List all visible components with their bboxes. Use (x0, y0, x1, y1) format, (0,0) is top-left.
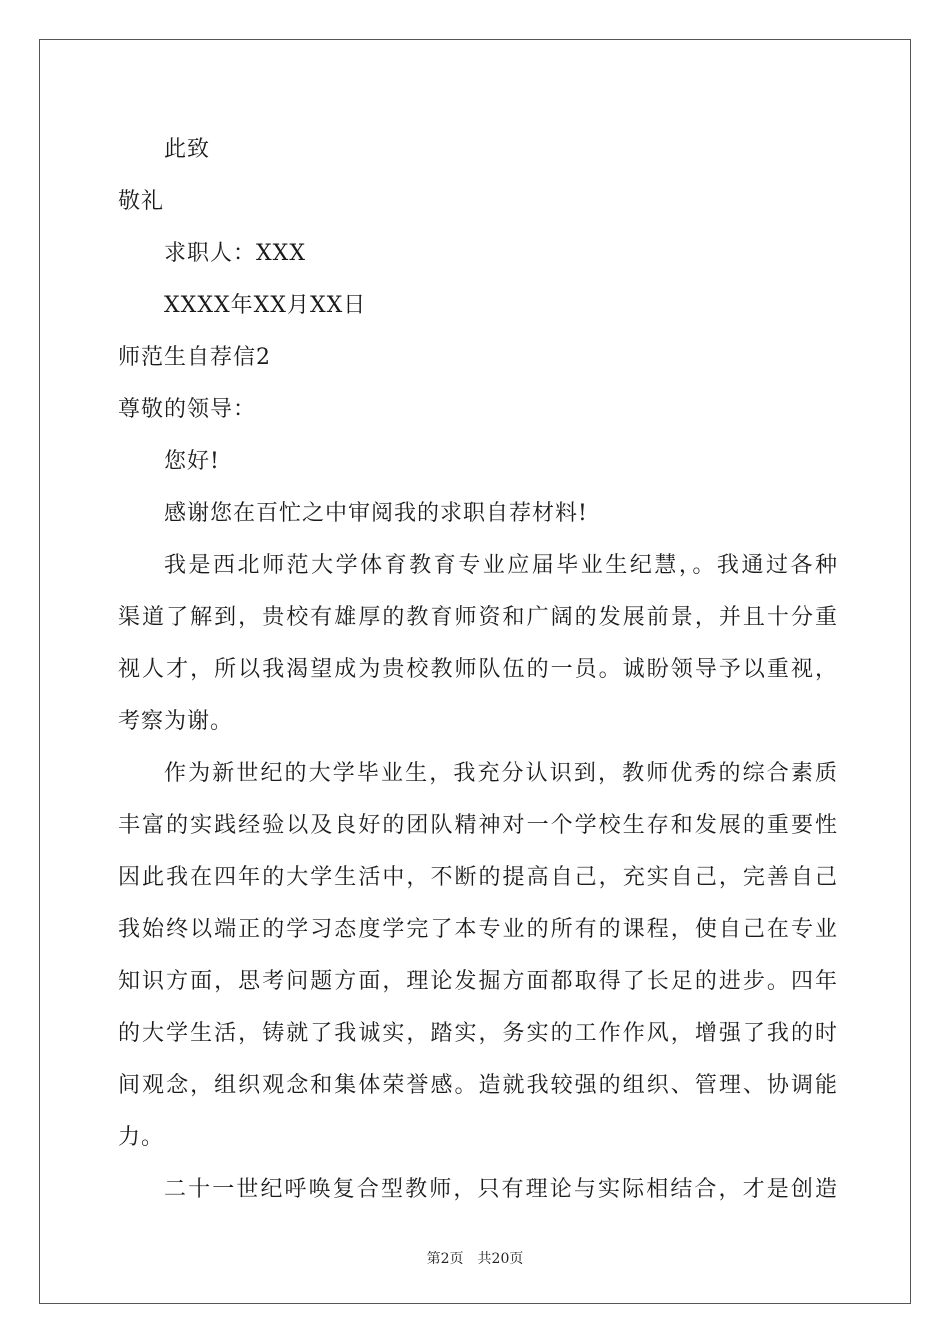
greeting-line: 尊敬的领导： (118, 397, 257, 422)
paragraph-line: 丰富的实践经验以及良好的团队精神对一个学校生存和发展的重要性 (118, 813, 838, 838)
paragraph-line: 因此我在四年的大学生活中，不断的提高自己，充实自己，完善自己 (118, 865, 838, 890)
paragraph-line: 视人才，所以我渴望成为贵校教师队伍的一员。诚盼领导予以重视， (118, 657, 838, 682)
paragraph-line: 考察为谢。 (118, 709, 234, 734)
thanks-line: 感谢您在百忙之中审阅我的求职自荐材料! (164, 501, 588, 526)
salute-line: 敬礼 (118, 189, 165, 214)
paragraph-introduction (118, 540, 838, 748)
hello-line: 您好! (164, 449, 220, 474)
paragraph-line: 知识方面，思考问题方面，理论发掘方面都取得了长足的进步。四年 (118, 969, 838, 994)
paragraph-line: 我始终以端正的学习态度学完了本专业的所有的课程，使自己在专业 (118, 917, 838, 942)
paragraph-line: 二十一世纪呼唤复合型教师，只有理论与实际相结合，才是创造 (164, 1177, 838, 1202)
letter-heading: 师范生自荐信2 (118, 345, 271, 370)
date-line: XXXX年XX月XX日 (164, 293, 367, 318)
paragraph-qualities (118, 748, 838, 1164)
paragraph-line: 力。 (118, 1125, 165, 1150)
letter-body (118, 124, 838, 1216)
paragraph-line: 我是西北师范大学体育教育专业应届毕业生纪慧，。我通过各种 (164, 553, 838, 578)
paragraph-century (118, 1164, 838, 1216)
page-number-footer: 第2页 共20页 (426, 1251, 524, 1267)
paragraph-line: 间观念，组织观念和集体荣誉感。造就我较强的组织、管理、协调能 (118, 1073, 838, 1098)
applicant-line: 求职人：XXX (164, 241, 306, 266)
closing-line: 此致 (164, 137, 211, 162)
paragraph-line: 作为新世纪的大学毕业生，我充分认识到，教师优秀的综合素质 (164, 761, 838, 786)
paragraph-line: 渠道了解到，贵校有雄厚的教育师资和广阔的发展前景，并且十分重 (118, 605, 838, 630)
paragraph-line: 的大学生活，铸就了我诚实，踏实，务实的工作作风，增强了我的时 (118, 1021, 838, 1046)
